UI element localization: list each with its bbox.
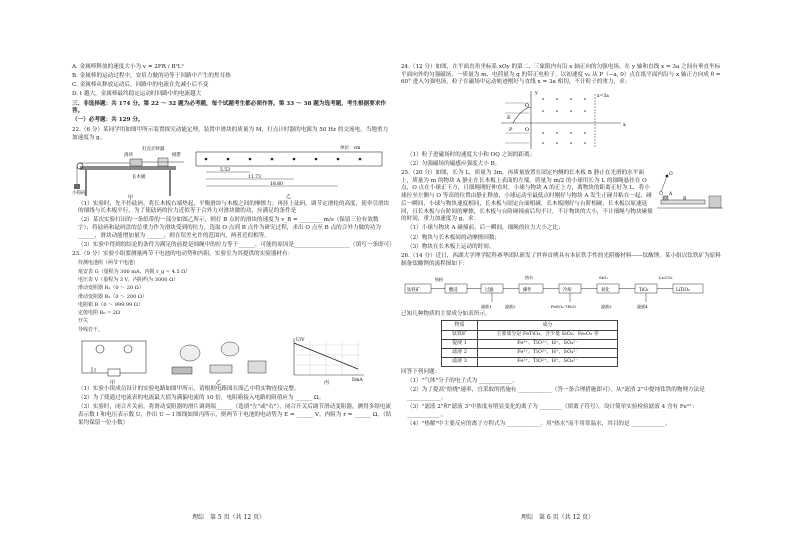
tape-dots: [205, 157, 362, 160]
flow-reagent: SiO₂: [599, 274, 608, 280]
table-cell: 提液 1: [442, 339, 478, 348]
timer-label: 打点计时器: [142, 146, 165, 152]
equipment-item: 待测电池组（两节干电池）: [78, 260, 139, 267]
q25-part1: （1）小球与物块 A 碰撞前、后一瞬间，细绳的拉力大小之比；: [407, 225, 564, 232]
table-header-cell: 物质: [442, 321, 478, 330]
weight-label: 小钩码: [72, 190, 86, 196]
table-cell: 主要成分是 FeTiO₃，含少量 SiO₂、Fe₂O₃ 等: [478, 330, 618, 339]
flow-node: TiO₂: [639, 287, 649, 293]
q24-part2: （2）匀强磁场的磁感应强度大小 B。: [407, 160, 501, 167]
flow-node: 钛铁矿: [407, 287, 420, 293]
dist-1: 5.53: [220, 167, 231, 173]
table-cell: Fe²⁺、TiO²⁺、H⁺、SO₄²⁻: [478, 348, 618, 357]
table-cell: Fe³⁺、TiO²⁺、H⁺、SO₄²⁻: [478, 339, 618, 348]
flow-output: 滤液1: [481, 303, 492, 309]
table-row: [442, 330, 618, 339]
o-label: O: [525, 126, 530, 133]
prev-option-c: C. 金属棒从释放运动后，回路中的电流在先减小后不变: [72, 82, 209, 89]
o-label: O: [669, 171, 673, 177]
composition-table: [441, 320, 618, 366]
equipment-item: 毫安表 G（量程为 300 mA，内阻 r_g = 4.5 Ω）: [78, 268, 191, 275]
required-header: （一）必考题：共 129 分。: [72, 117, 144, 124]
q25-stem: 25.（20 分）如图，长为 L，质量为 3m，再质量放置在固定内侧的长木板 B 静止在光滑的水平面上，质量为 m 的物块 A 静止在长木板上表面的左端，质量为 m/2 的小球用长为 L 的细绳悬挂在 O 点，O 点在小球正下方，且细绳刚好伸直时，小球与物块 A 的正上方，离物块的距离正好为 L，将小球拉至左侧与 O 等高的位置由静止释放，小球运动至最低点时刚好与物块 A 发生正碰并粘在一起，碰后一瞬间，小球与物块速度相同，长木板与固定台面相碰，长木板刚好与台阶相碰，长木板以原速返回，且长木板与台阶间的摩擦，长木板与台阶碰撞前后均不计，不计物块的大小，不计细绳与物块碰撞的时间，重力加速度为 g，求：: [401, 169, 653, 223]
q25-block: [401, 170, 723, 225]
equipment-item: 电阻箱 R（0 ～ 999.99 Ω）: [78, 301, 143, 308]
tape-label: 纸带: [172, 152, 181, 158]
table-cell: Fe²⁺、TiO²⁺、H⁺、SO₄²⁻: [478, 357, 618, 366]
flow-node: 氧化: [601, 287, 610, 293]
equipment-item: 导线若干。: [78, 326, 104, 333]
prev-option-b: B. 金属棒的运动过程中，安培力做的功等于回路中产生的焦耳热: [72, 73, 231, 80]
q23-stem: 23.（9 分）实验小组要测量两节干电池的电动势和内阻。实验室为其提供的实验器材有：: [72, 251, 294, 258]
q23-equipment-list: [72, 260, 392, 333]
q-label: Q: [525, 102, 530, 109]
q26-part4: （4）"热解"中主要反应的离子方程式为 ____________。用"热水"而不用常温水，其目的是 ____________。: [407, 420, 671, 427]
q26-part3: （3）"滤液 2"和"滤液 3"中浓度有明显变化的离子为 ________（填离子符号）。设计简单实验检验滤液 4 含有 Fe²⁺：____________。: [407, 403, 698, 418]
table-cell: 滤液 3: [442, 357, 478, 366]
b-field-dots: [542, 98, 586, 144]
q26-table-intro: 已知几种物质的主要成分如表所示。: [401, 310, 491, 317]
right-page: [401, 64, 723, 534]
q23-ui-graph: [280, 335, 370, 385]
flow-output: FeSO₄·7H₂O: [551, 303, 576, 309]
flow-reagent: 铁粉: [435, 276, 443, 282]
prev-option-a: A. 金属棒释放的速度大小为 v = 2FR / B²L²: [72, 64, 184, 70]
q22-part2: （2）某次实验打出的一条纸带的一部分如图乙所示，则打 B 点时的滑块的速度为 v_B = ________ m/s（保留三位有效数字）；将砝码和砝码盘的总重力作为滑块受到的拉力，选取 O 点到 B 点作为研究过程，求出 O 点至 B 点的合外力做的功为 ______，滑块动能增加量为 ______，则在误差允许的范围内，两者近似相等。: [78, 217, 381, 239]
q26-part2: （2）为了提高"焙烧"速率，宜采取的措施有 ____________（答一条合理措施即可）。从"滤渣 2"中提纯钛铁的物理方法是 ____________。: [407, 387, 705, 401]
flow-output: 滤液4: [637, 303, 648, 309]
q23-figures: [72, 335, 392, 385]
e-label: E: [507, 114, 511, 121]
q22-tape-diagram: [190, 144, 386, 200]
fig-jia-label: 甲: [128, 194, 134, 200]
q25-part2: （2）物块与长木板间的动摩擦因数；: [407, 234, 501, 241]
table-cell: 钛铁矿: [442, 330, 478, 339]
board-label: 长木板: [132, 174, 146, 180]
flow-output: 滤液2: [505, 303, 516, 309]
particle-path: [513, 107, 531, 123]
q25-diagram: [657, 170, 723, 214]
page-footer: 理综 第 6 页（共 12 页）: [521, 513, 595, 521]
dist-2: 11.73: [248, 174, 261, 180]
q23-part1: （1）实验小组成员设计的实验电路如图甲所示，请根据电路图在图乙中将实物连接完整。: [78, 385, 300, 392]
q22-part3: （3）实验中得到的结论的条件为满足的前提是细绳中的拉力等于______，可能的原因是____________________（填写一条即可）: [78, 241, 395, 248]
b-label: B: [683, 196, 687, 202]
q26-answer-intro: 回答下列问题：: [401, 368, 441, 375]
q26-stem: 26.（14 分）近日，西湖大学理学院科赛华团队研发了世界首例具有本征铁手性的光阴极材料——钛酸锂。某小组以钛铁矿为原料制备钛酸锂的流程图如下：: [401, 252, 721, 267]
i-axis-label: I/mA: [352, 377, 363, 383]
a-label: A: [669, 191, 673, 197]
flow-node: 操作: [523, 287, 532, 293]
table-row: [442, 348, 618, 357]
p-label: P: [509, 126, 513, 133]
fig-bing-label: 丙: [324, 379, 330, 385]
equipment-item: 电压表 V（量程为 3 V，内阻约为 3000 Ω）: [78, 276, 179, 283]
q22-apparatus-diagram: [72, 144, 190, 200]
graph-grid: [294, 341, 360, 375]
flow-node: LiTiO₂: [676, 287, 690, 293]
y-axis-label: y: [535, 89, 538, 96]
table-row: [442, 339, 618, 348]
q23-circuit-diagram: [72, 335, 160, 385]
q26-flowchart: [401, 270, 723, 310]
u-axis-label: U/V: [296, 337, 305, 343]
page-footer: 理综 第 5 页（共 12 页）: [192, 513, 266, 521]
fig-yi-label: 乙: [216, 379, 222, 385]
flow-node: 过滤: [485, 287, 494, 293]
line-label: x=3a: [597, 93, 609, 99]
q22-figures: [72, 144, 392, 200]
equipment-item: 滑动变阻器 R₂（0 ～ 200 Ω）: [78, 293, 147, 300]
q23-physical-wiring: [160, 335, 280, 385]
equipment-item: 定值电阻 R₀ = 2Ω: [78, 310, 121, 317]
tape-unit: 单位：cm: [340, 145, 361, 151]
table-row: [442, 357, 618, 366]
flow-reagent: 热水: [525, 274, 533, 280]
flow-output: 滤液3: [601, 303, 612, 309]
q24-part1: （1）粒子进磁场时的速度大小和 OQ 之间的距离；: [407, 151, 536, 158]
q23-part3: （3）实验时，闭合开关前，将滑动变阻器的滑片调到端______（选填"左"或"右"），闭合开关后调节滑动变阻器，测得多组电流表示数 I 和电压表示数 U，作出 U − I 图线如图丙所示，则两节干电池的电动势为 E = ______ V，内阻为 r = ______ Ω。（结果均保留一位小数）: [78, 404, 392, 426]
section-header: 三、非选择题：共 174 分。第 22 ～ 32 题为必考题，每个试题考生都必须作答。第 33 ～ 38 题为选考题，考生根据要求作答。: [72, 100, 387, 115]
x-axis-label: x: [623, 121, 626, 128]
left-page: [72, 64, 395, 534]
slider-label: 滑块: [124, 152, 133, 158]
flow-node: 冷却: [563, 287, 572, 293]
fig-yi-label: 乙: [286, 193, 292, 200]
equipment-item: 开关: [78, 318, 89, 325]
table-header-row: [442, 321, 618, 330]
table-header-cell: 成分: [478, 321, 618, 330]
flow-arrows: [431, 288, 673, 302]
q22-part1: （1）实验时，先不挂砝码，将长木板右端垫起，平衡滑块与木板之间的摩擦力；再挂上砝码，调节定滑轮的高度，使牵引滑块的细线与长木板平行，为了使砝码的拉力近似等于合外力对滑块做的功，应满足的条件是: [78, 200, 390, 215]
q22-stem: 22.（6 分）某同学用如图甲所示装置探究动能定理，装置中滑块的质量为 M，打点计时器的电源为 50 Hz 的交流电，当地重力加速度为 g。: [72, 126, 389, 141]
q23-part2: （2）为了使通过电流表的电流最大值为满偏电流的 10 倍，电阻箱接入电路的阻值应为 ______ Ω。: [78, 395, 325, 402]
flow-node: 酸浸: [449, 287, 458, 293]
flow-reagent: Li₂CO₃: [659, 274, 673, 280]
q25-part3: （3）物块在长木板上运动的时间。: [407, 243, 495, 250]
fig-jia-label: 甲: [110, 379, 116, 385]
table-cell: 滤液 2: [442, 348, 478, 357]
q24-stem: 24.（12 分）如图，在平面直角坐标系 xOy 的第二、三象限内有沿 x 轴正向的匀强电场，在 y 轴和直线 x = 3a 之间有垂直坐标平面向外的匀强磁场，一质量为 m、电荷量为 q 的带正电粒子，以初速度 v₀ 从 P（−a, 0）点在纸平面内沿与 x 轴正方向成 θ = 60° 进入匀强电场，粒子在磁场中运动轨迹刚好与直线 x = 3a 相切，不计粒子的重力，求：: [401, 64, 721, 86]
equipment-item: 滑动变阻器 R₁（0 ～ 20 Ω）: [78, 285, 144, 292]
q26-part1: （1）"气体"分子的电子式为 ____________。: [407, 377, 519, 384]
q24-field-diagram: [401, 89, 723, 151]
dist-3: 18.80: [270, 181, 283, 187]
prev-option-d: D. t 越大，金属棒最终稳定运动时回路中的电流越大: [72, 91, 202, 98]
